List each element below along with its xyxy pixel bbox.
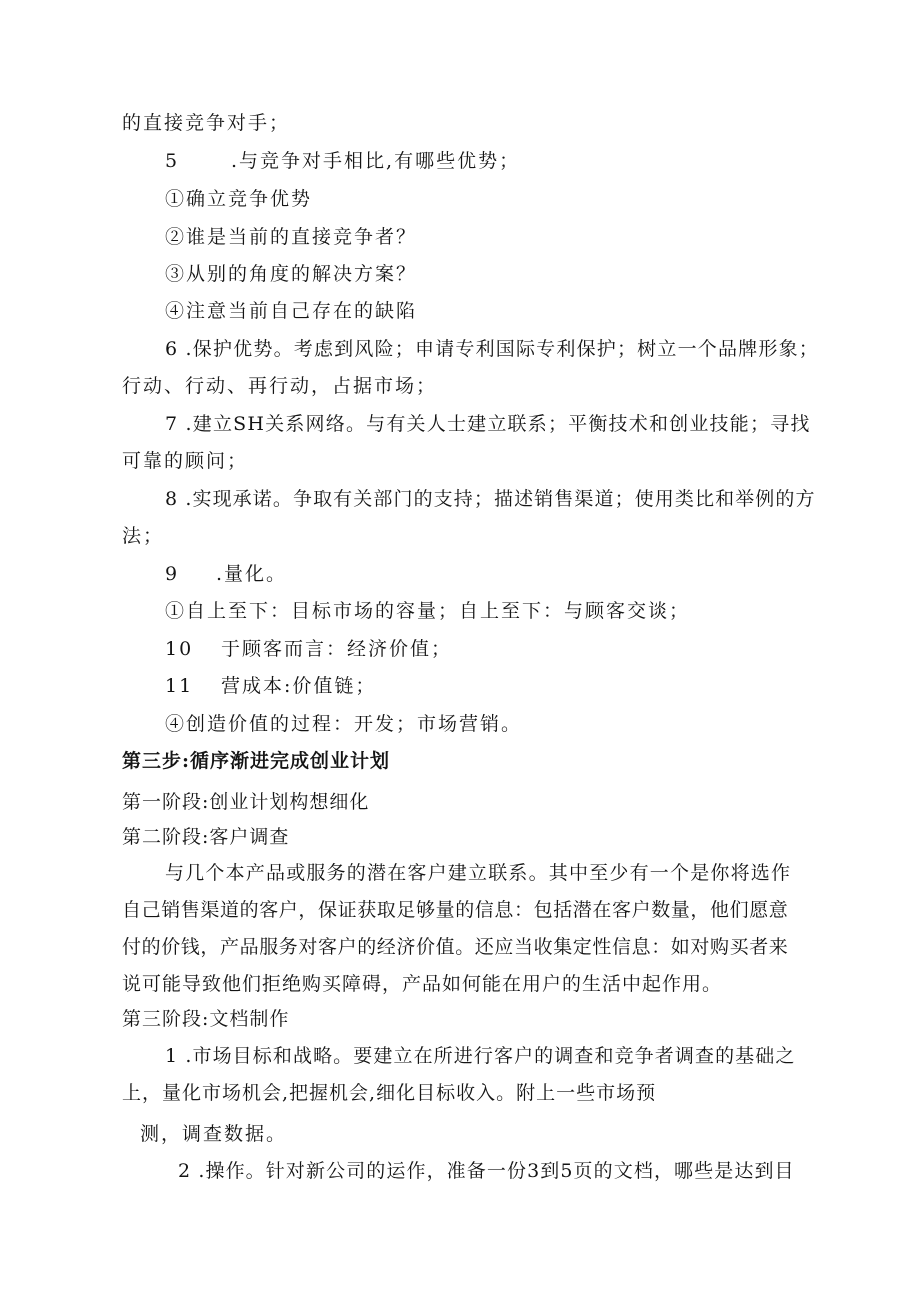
- text-line: ②谁是当前的直接竞争者？: [165, 226, 418, 248]
- text-line: 6 .保护优势。考虑到风险；申请专利国际专利保护；树立一个品牌形象；: [165, 338, 819, 360]
- text-line: 2 .操作。针对新公司的运作，准备一份3到5页的文档，哪些是达到目: [178, 1160, 795, 1182]
- text-line: 第三阶段:文档制作: [122, 1008, 290, 1030]
- text-line: 法；: [122, 525, 165, 547]
- text-line: 自己销售渠道的客户，保证获取足够量的信息：包括潜在客户数量，他们愿意: [122, 899, 789, 921]
- text-line: ④注意当前自己存在的缺陷: [165, 300, 418, 322]
- text-line: 可靠的顾问；: [122, 450, 249, 472]
- text-line: ①自上至下：目标市场的容量；自上至下：与顾客交谈；: [165, 600, 691, 622]
- text-line: 8 .实现承诺。争取有关部门的支持；描述销售渠道；使用类比和举例的方: [165, 488, 816, 510]
- list-number: 9: [165, 563, 180, 585]
- text-line: 1 .市场目标和战略。要建立在所进行客户的调查和竞争者调查的基础之: [165, 1045, 796, 1067]
- list-number: 5: [165, 150, 180, 172]
- text-line: 第一阶段:创业计划构想细化: [122, 791, 370, 813]
- text-line: 的直接竞争对手；: [122, 112, 291, 134]
- text-line: 行动、行动、再行动，占据市场；: [122, 375, 438, 397]
- text-line: ③从别的角度的解决方案？: [165, 263, 418, 285]
- list-number: 10: [165, 638, 194, 660]
- text-line: .与竞争对手相比,有哪些优势；: [231, 150, 521, 172]
- list-number: 11: [165, 675, 194, 697]
- text-line: 测，调查数据。: [140, 1123, 288, 1145]
- text-line: 与几个本产品或服务的潜在客户建立联系。其中至少有一个是你将选作: [165, 862, 792, 884]
- text-line: 上，量化市场机会,把握机会,细化目标收入。附上一些市场预: [122, 1082, 657, 1104]
- text-line: ④创造价值的过程：开发；市场营销。: [165, 713, 523, 735]
- text-line: 第二阶段:客户调查: [122, 826, 290, 848]
- section-heading: 第三步:循序渐进完成创业计划: [122, 750, 391, 772]
- text-line: 付的价钱，产品服务对客户的经济价值。还应当收集定性信息：如对购买者来: [122, 936, 789, 958]
- text-line: ①确立竞争优势: [165, 188, 313, 210]
- text-line: 营成本:价值链；: [221, 675, 377, 697]
- text-line: 7 .建立SH关系网络。与有关人士建立联系；平衡技术和创业技能；寻找: [165, 413, 811, 435]
- text-line: .量化。: [216, 563, 288, 585]
- text-line: 于顾客而言：经济价值；: [221, 638, 453, 660]
- text-line: 说可能导致他们拒绝购买障碍，产品如何能在用户的生活中起作用。: [122, 973, 723, 995]
